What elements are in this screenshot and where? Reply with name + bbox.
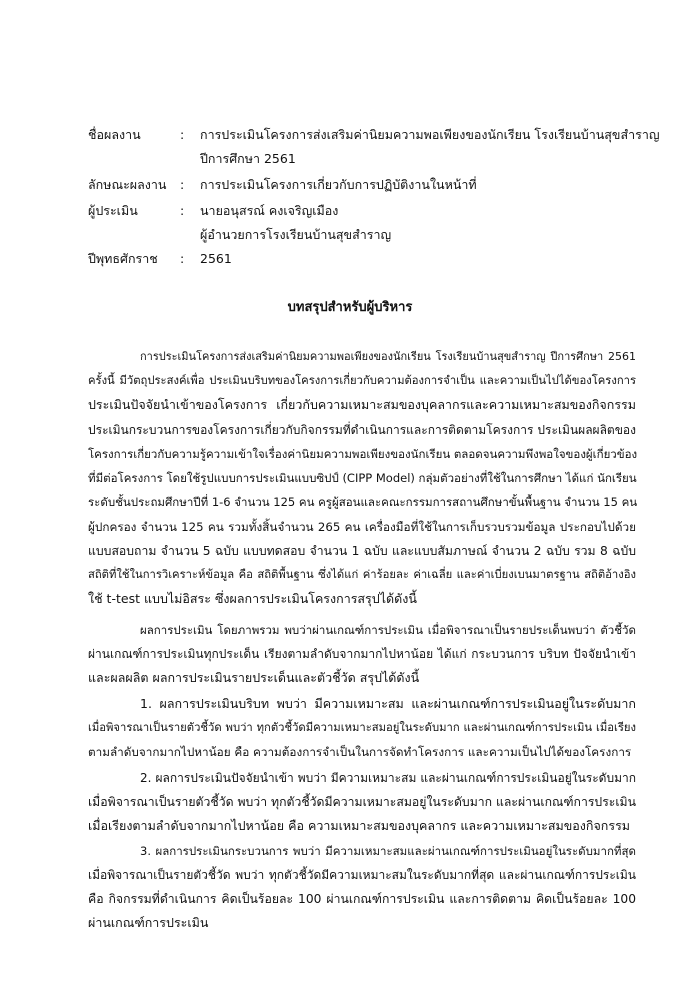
- body-line: และผลผลิต ผลการประเมินรายประเด็นและตัวชี้วัด สรุปได้ดังนี้: [88, 670, 420, 685]
- body-line: สถิติที่ใช้ในการวิเคราะห์ข้อมูล คือ สถิติพื้นฐาน ซึ่งได้แก่ ค่าร้อยละ ค่าเฉลี่ย และค่าเบี่ยงเบนมาตรฐาน สถิติอ้างอิง: [88, 568, 636, 581]
- body-line: ที่มีต่อโครงการ โดยใช้รูปแบบการประเมินแบบซิปป์ (CIPP Model) กลุ่มตัวอย่างที่ใช้ในการศึกษา ได้แก่ นักเรียน: [88, 471, 637, 485]
- body-line: ผู้ปกครอง จำนวน 125 คน รวมทั้งสิ้นจำนวน 265 คน เครื่องมือที่ใช้ในการเก็บรวบรวมข้อมูล ประกอบไปด้วย: [88, 520, 636, 534]
- meta-evaluator-row: [0, 203, 700, 219]
- meta-evaluator-name: นายอนุสรณ์ คงเจริญเมือง: [200, 203, 339, 218]
- body-line: ประเมินปัจจัยนำเข้าของโครงการ เกี่ยวกับความเหมาะสมของบุคลากรและความเหมาะสมของกิจกรรม: [88, 397, 636, 412]
- meta-type-row: [0, 177, 700, 193]
- meta-evaluator-label: ผู้ประเมิน: [88, 203, 138, 218]
- meta-colon: :: [180, 177, 185, 192]
- body-line: 1. ผลการประเมินบริบท พบว่า มีความเหมาะสม และผ่านเกณฑ์การประเมินอยู่ในระดับมาก: [140, 696, 636, 711]
- body-line: เมื่อพิจารณาเป็นรายตัวชี้วัด พบว่า ทุกตัวชี้วัดมีความเหมาะสมอยู่ในระดับมาก และผ่านเกณฑ์การประเมิน: [88, 795, 636, 809]
- body-line: การประเมินโครงการส่งเสริมค่านิยมความพอเพียงของนักเรียน โรงเรียนบ้านสุขสำราญ ปีการศึกษา 2561: [140, 350, 636, 363]
- body-line: ผลการประเมิน โดยภาพรวม พบว่าผ่านเกณฑ์การประเมิน เมื่อพิจารณาเป็นรายประเด็นพบว่า ตัวชี้วัด: [140, 623, 636, 637]
- body-line: ตามลำดับจากมากไปหาน้อย คือ ความต้องการจำเป็นในการจัดทำโครงการ และความเป็นไปได้ของโครงการ: [88, 745, 632, 759]
- body-line: 2. ผลการประเมินปัจจัยนำเข้า พบว่า มีความเหมาะสม และผ่านเกณฑ์การประเมินอยู่ในระดับมาก: [140, 771, 636, 785]
- meta-title-row: [0, 127, 700, 143]
- meta-type-label: ลักษณะผลงาน: [88, 177, 167, 192]
- body-line: เมื่อพิจารณาเป็นรายตัวชี้วัด พบว่า ทุกตัวชี้วัดมีความเหมาะสมอยู่ในระดับมาก และผ่านเกณฑ์การประเมิน เมื่อเรียง: [88, 721, 636, 734]
- meta-title-value: การประเมินโครงการส่งเสริมค่านิยมความพอเพียงของนักเรียน โรงเรียนบ้านสุขสำราญ: [200, 127, 660, 142]
- body-line: ผ่านเกณฑ์การประเมินทุกประเด็น เรียงตามลำดับจากมากไปหาน้อย ได้แก่ กระบวนการ บริบท ปัจจัยนำเข้า: [88, 647, 636, 661]
- body-line: คือ กิจกรรมที่ดำเนินการ คิดเป็นร้อยละ 100 ผ่านเกณฑ์การประเมิน และการติดตาม คิดเป็นร้อยละ 100: [88, 892, 636, 906]
- meta-title-row-2: [0, 151, 700, 167]
- meta-colon: :: [180, 203, 185, 218]
- meta-year-row: [0, 251, 700, 267]
- body-line: เมื่อเรียงตามลำดับจากมากไปหาน้อย คือ ความเหมาะสมของบุคลากร และความเหมาะสมของกิจกรรม: [88, 818, 631, 833]
- body-line: ใช้ t-test แบบไม่อิสระ ซึ่งผลการประเมินโครงการสรุปได้ดังนี้: [88, 591, 417, 606]
- body-line: ระดับชั้นประถมศึกษาปีที่ 1-6 จำนวน 125 คน ครูผู้สอนและคณะกรรมการสถานศึกษาขั้นพื้นฐาน จำนวน 15 คน: [88, 495, 638, 509]
- meta-evaluator-position: ผู้อำนวยการโรงเรียนบ้านสุขสำราญ: [200, 227, 392, 242]
- body-line: เมื่อพิจารณาเป็นรายตัวชี้วัด พบว่า ทุกตัวชี้วัดมีความเหมาะสมในระดับมากที่สุด และผ่านเกณฑ์การประเมิน: [88, 868, 636, 882]
- meta-colon: :: [180, 251, 185, 266]
- meta-year-value: 2561: [200, 251, 232, 266]
- meta-colon: :: [180, 127, 185, 142]
- body-line: ผ่านเกณฑ์การประเมิน: [88, 915, 209, 930]
- meta-type-value: การประเมินโครงการเกี่ยวกับการปฏิบัติงานในหน้าที่: [200, 177, 477, 192]
- meta-title-label: ชื่อผลงาน: [88, 127, 141, 142]
- body-line: แบบสอบถาม จำนวน 5 ฉบับ แบบทดสอบ จำนวน 1 ฉบับ และแบบสัมภาษณ์ จำนวน 2 ฉบับ รวม 8 ฉบับ: [88, 544, 636, 558]
- body-line: 3. ผลการประเมินกระบวนการ พบว่า มีความเหมาะสมและผ่านเกณฑ์การประเมินอยู่ในระดับมากที่สุด: [140, 844, 636, 858]
- section-heading: บทสรุปสำหรับผู้บริหาร: [287, 300, 413, 315]
- body-line: โครงการเกี่ยวกับความรู้ความเข้าใจเรื่องค่านิยมความพอเพียงของนักเรียน ตลอดจนความพึงพอใจของผู้เกี่ยวข้อง: [88, 447, 638, 461]
- body-line: ครั้งนี้ มีวัตถุประสงค์เพื่อ ประเมินบริบทของโครงการเกี่ยวกับความต้องการจำเป็น และความเป็นไปได้ของโครงการ: [88, 374, 636, 387]
- body-line: ประเมินกระบวนการของโครงการเกี่ยวกับกิจกรรมที่ดำเนินการและการติดตามโครงการ ประเมินผลผลิตของ: [88, 423, 636, 437]
- meta-title-value-2: ปีการศึกษา 2561: [200, 151, 296, 166]
- meta-evaluator-row-2: [0, 227, 700, 243]
- meta-year-label: ปีพุทธศักราช: [88, 251, 158, 266]
